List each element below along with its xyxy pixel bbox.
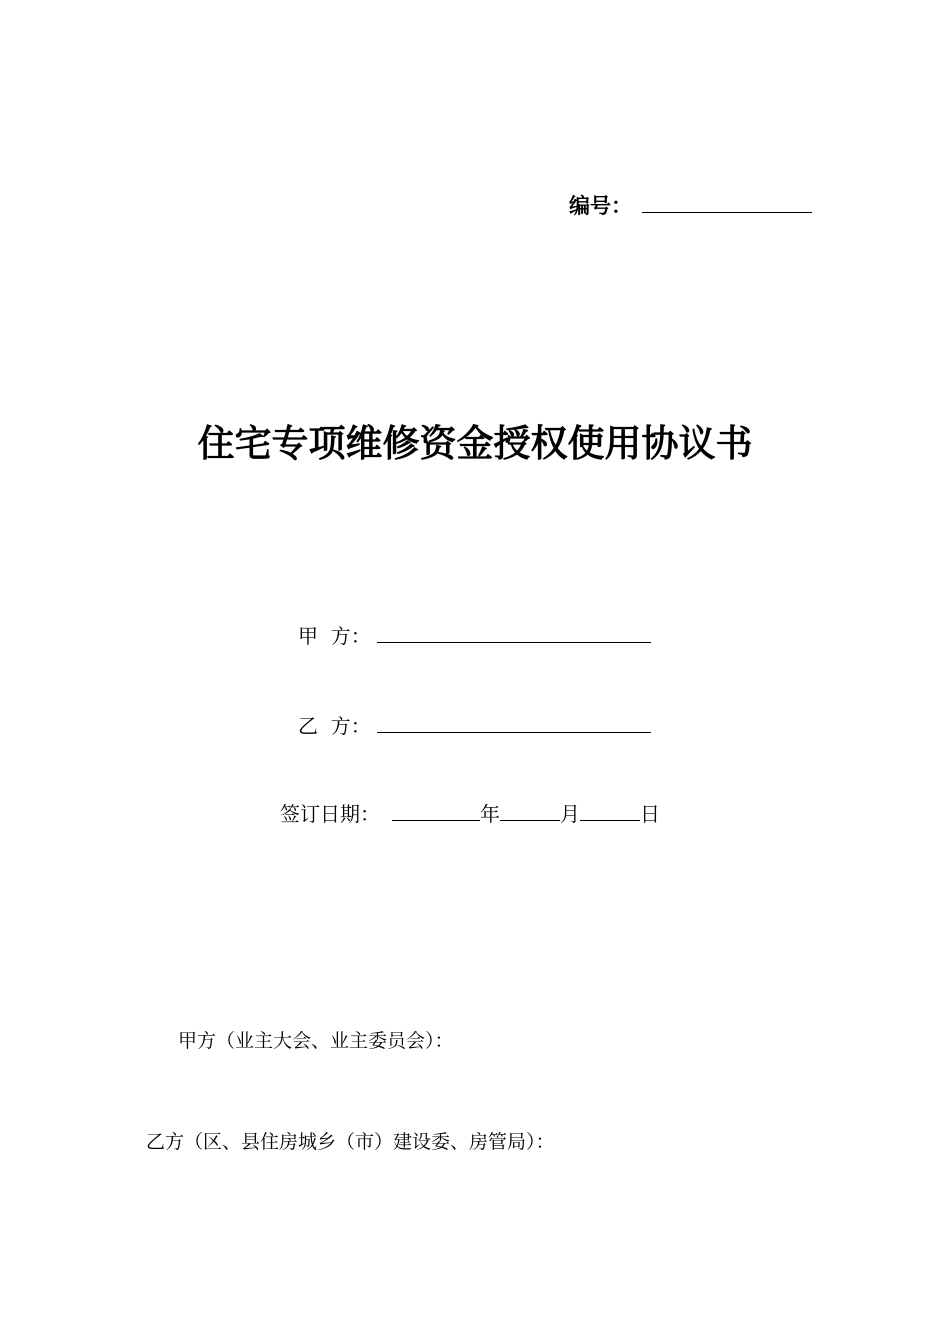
party-b-label: 乙 方： [298,714,371,738]
party-a-field [298,620,651,649]
sign-date-label: 签订日期： [280,802,380,826]
document-number-label: 编号： [569,194,632,218]
document-title: 住宅专项维修资金授权使用协议书 [197,422,753,465]
sign-year-blank[interactable] [392,819,480,821]
body-party-b-line: 乙方（区、县住房城乡（市）建设委、房管局）： [146,1131,555,1153]
document-number-blank[interactable] [642,211,812,213]
body-party-a-line: 甲方（业主大会、业主委员会）： [178,1030,454,1052]
party-b-blank[interactable] [377,731,651,733]
party-a-label: 甲 方： [298,624,371,648]
party-a-blank[interactable] [377,641,651,643]
sign-date-field [280,798,660,827]
sign-month-blank[interactable] [500,819,560,821]
document-number [569,190,812,220]
party-b-field [298,710,651,739]
sign-month-label: 月 [560,802,580,826]
sign-day-label: 日 [640,802,660,826]
sign-day-blank[interactable] [580,819,640,821]
sign-year-label: 年 [480,802,500,826]
